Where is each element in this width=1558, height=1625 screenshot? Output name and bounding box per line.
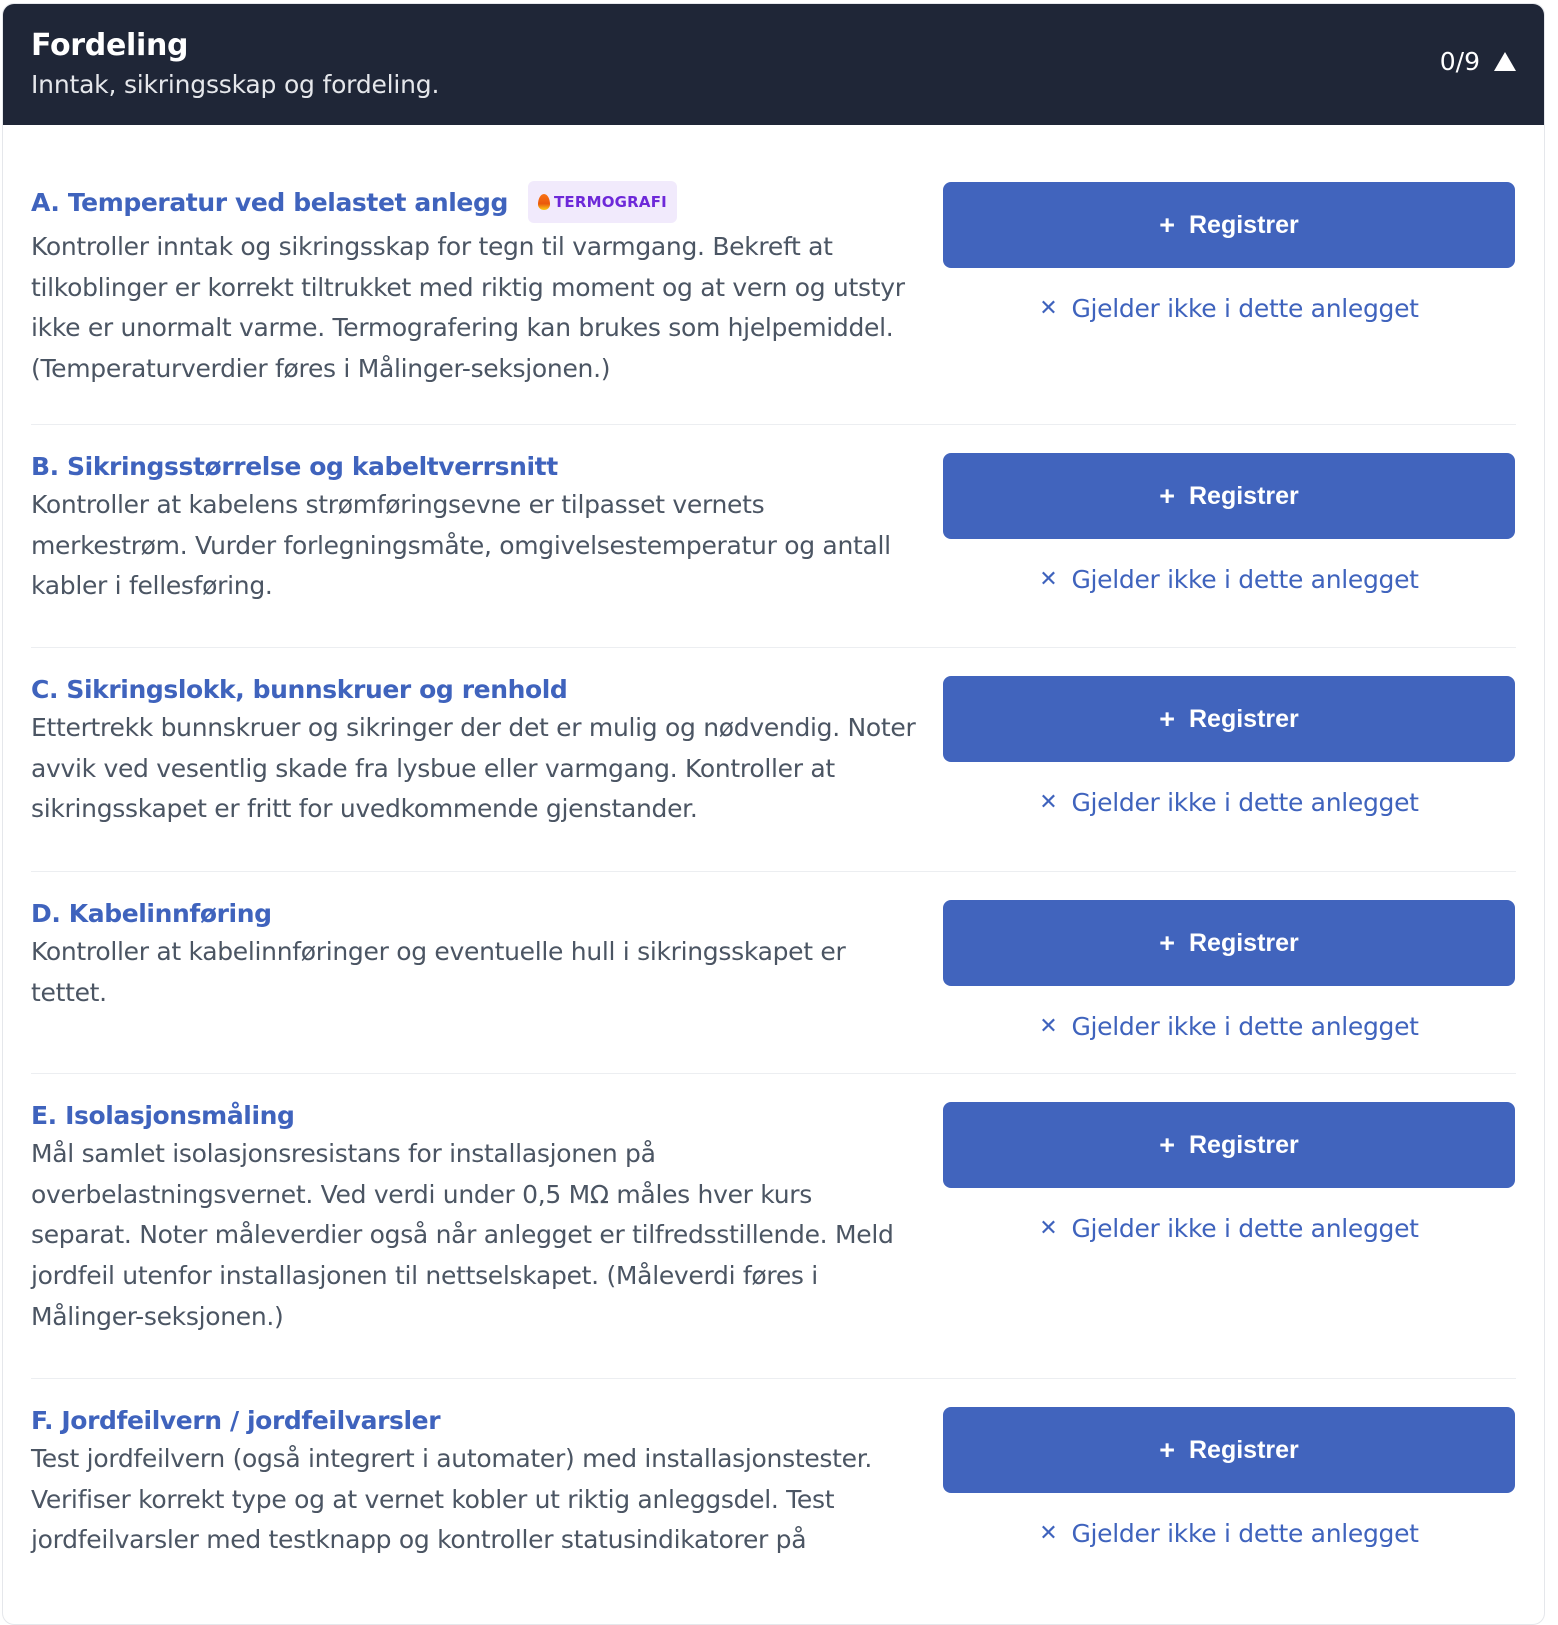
checklist-item-e [31,1074,1516,1379]
item-title-row [31,452,916,481]
plus-icon: + [1159,209,1175,240]
progress-counter: 0/9 [1439,47,1480,76]
register-label: Registrer [1189,704,1299,733]
section-title: Fordeling [31,28,189,63]
checklist-items [3,125,1544,1619]
item-description: Kontroller inntak og sikringsskap for tegn til varmgang. Bekreft at tilkoblinger er korrekt tiltrukket med riktig moment og at vern og utstyr ikke er unormalt varme. Termografering kan brukes som hjelpemiddel. (Temperaturverdier føres i Målinger-seksjonen.) [31,232,905,384]
item-title: B. Sikringsstørrelse og kabeltverrsnitt [31,452,558,481]
checklist-item-a [31,125,1516,425]
checklist-item-d [31,872,1516,1074]
close-icon: ✕ [1039,1215,1058,1241]
register-label: Registrer [1189,1130,1299,1159]
item-description: Kontroller at kabelinnføringer og eventuelle hull i sikringsskapet er tettet. [31,937,846,1007]
close-icon: ✕ [1039,295,1058,321]
badge-label: TERMOGRAFI [553,193,667,211]
checklist-section-card [2,3,1545,1625]
item-description: Ettertrekk bunnskruer og sikringer der det er mulig og nødvendig. Noter avvik ved vesentlig skade fra lysbue eller varmgang. Kontroller at sikringsskapet er fritt for uvedkommende gjenstander. [31,713,916,824]
item-content [31,899,916,1013]
plus-icon: + [1159,1434,1175,1465]
item-title: E. Isolasjonsmåling [31,1101,295,1130]
register-label: Registrer [1189,210,1299,239]
section-subtitle: Inntak, sikringsskap og fordeling. [31,70,440,99]
close-icon: ✕ [1039,789,1058,815]
not-applicable-link[interactable] [943,268,1515,348]
register-button[interactable] [943,676,1515,762]
section-header[interactable] [3,4,1544,125]
not-applicable-label: Gjelder ikke i dette anlegget [1071,1213,1419,1243]
checklist-item-b [31,425,1516,648]
item-actions [943,1102,1515,1268]
item-actions [943,453,1515,619]
collapse-triangle-icon[interactable] [1494,52,1516,71]
item-content [31,452,916,607]
flame-icon [538,194,550,210]
not-applicable-link[interactable] [943,1188,1515,1268]
item-title: A. Temperatur ved belastet anlegg [31,187,508,217]
not-applicable-link[interactable] [943,986,1515,1066]
register-button[interactable] [943,453,1515,539]
register-label: Registrer [1189,928,1299,957]
item-title-row [31,899,916,928]
item-title-row [31,675,916,704]
item-title: C. Sikringslokk, bunnskruer og renhold [31,675,568,704]
not-applicable-label: Gjelder ikke i dette anlegget [1071,787,1419,817]
item-title: D. Kabelinnføring [31,899,272,928]
checklist-item-c [31,648,1516,872]
plus-icon: + [1159,1129,1175,1160]
register-label: Registrer [1189,481,1299,510]
section-header-controls [1440,47,1516,76]
item-content [31,1406,916,1561]
item-content [31,675,916,830]
item-actions [943,900,1515,1066]
item-actions [943,182,1515,348]
item-title-row [31,181,916,223]
register-button[interactable] [943,182,1515,268]
item-title-row [31,1101,916,1130]
termografi-badge [528,181,677,223]
item-description: Test jordfeilvern (også integrert i automater) med installasjonstester. Verifiser korrekt type og at vernet kobler ut riktig anleggsdel. Test jordfeilvarsler med testknapp og kontroller statusindikatorer på [31,1444,873,1555]
register-button[interactable] [943,1102,1515,1188]
not-applicable-label: Gjelder ikke i dette anlegget [1071,1011,1419,1041]
register-label: Registrer [1189,1435,1299,1464]
item-title: F. Jordfeilvern / jordfeilvarsler [31,1406,441,1435]
item-actions [943,1407,1515,1573]
checklist-item-f [31,1379,1516,1619]
item-content [31,1101,916,1338]
not-applicable-label: Gjelder ikke i dette anlegget [1071,564,1419,594]
item-actions [943,676,1515,842]
close-icon: ✕ [1039,1520,1058,1546]
not-applicable-link[interactable] [943,539,1515,619]
not-applicable-label: Gjelder ikke i dette anlegget [1071,1518,1419,1548]
close-icon: ✕ [1039,566,1058,592]
plus-icon: + [1159,927,1175,958]
item-description: Mål samlet isolasjonsresistans for installasjonen på overbelastningsvernet. Ved verdi under 0,5 MΩ måles hver kurs separat. Noter måleverdier også når anlegget er tilfredsstillende. Meld jordfeil utenfor installasjonen til nettselskapet. (Måleverdi føres i Målinger-seksjonen.) [31,1139,894,1331]
item-description: Kontroller at kabelens strømføringsevne er tilpasset vernets merkestrøm. Vurder forlegningsmåte, omgivelsestemperatur og antall kabler i fellesføring. [31,490,891,601]
not-applicable-link[interactable] [943,762,1515,842]
register-button[interactable] [943,1407,1515,1493]
not-applicable-link[interactable] [943,1493,1515,1573]
plus-icon: + [1159,480,1175,511]
plus-icon: + [1159,703,1175,734]
item-content [31,181,916,390]
register-button[interactable] [943,900,1515,986]
not-applicable-label: Gjelder ikke i dette anlegget [1071,293,1419,323]
item-title-row [31,1406,916,1435]
close-icon: ✕ [1039,1013,1058,1039]
